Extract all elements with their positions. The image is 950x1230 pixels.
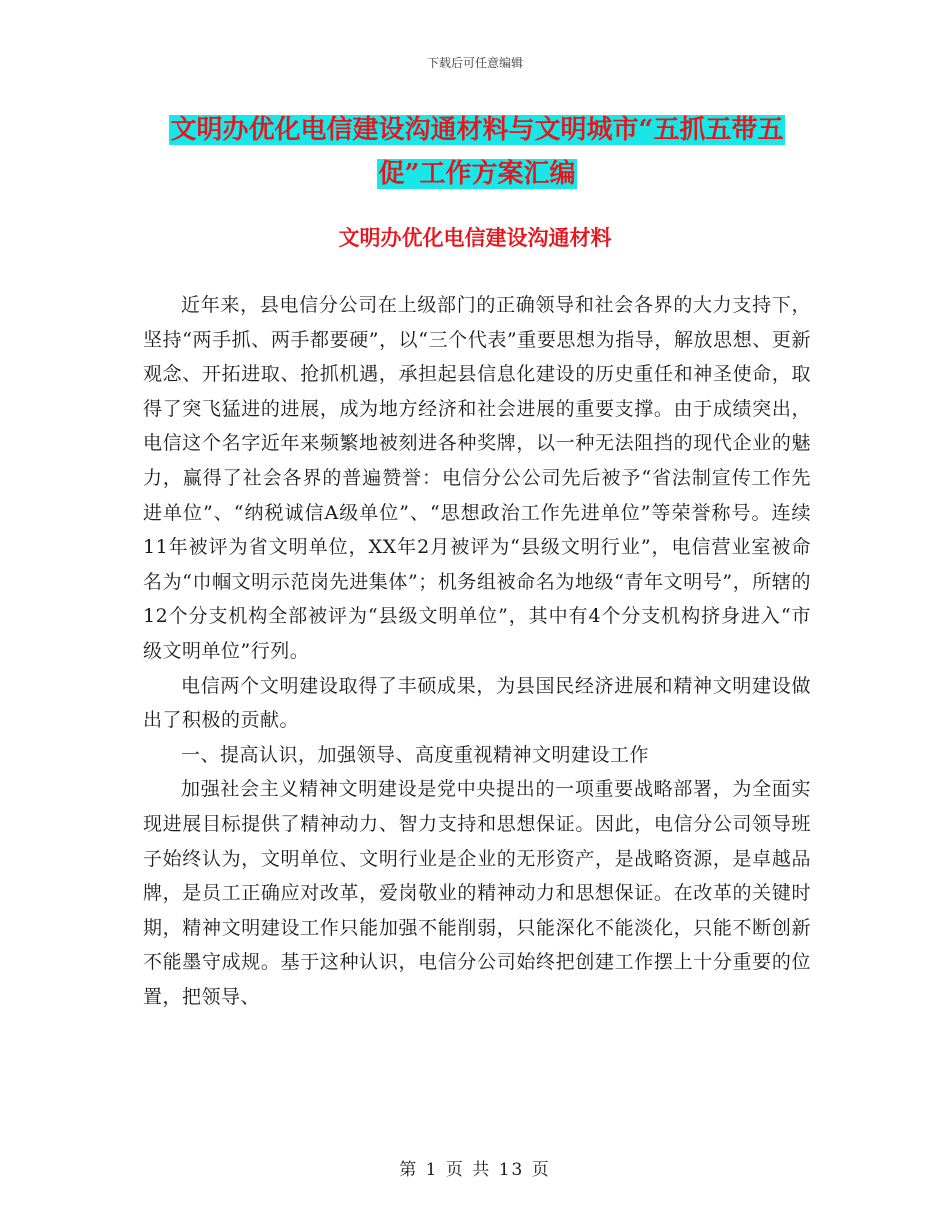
section-heading: 一、提高认识，加强领导、高度重视精神文明建设工作 <box>181 743 650 766</box>
paragraph: 加强社会主义精神文明建设是党中央提出的一项重要战略部署，为全面实现进展目标提供了精神动力、智力支持和思想保证。因此，电信分公司领导班子始终认为，文明单位、文明行业是企业的无形资产，是战略资源，是卓越品牌，是员工正确应对改革，爱岗敬业的精神动力和思想保证。在改革的关键时期，精神文明建设工作只能加强不能削弱，只能深化不能淡化，只能不断创新不能墨守成规。基于这种认识，电信分公司始终把创建工作摆上十分重要的位置，把领导、 <box>143 778 811 1008</box>
section-title: 文明办优化电信建设沟通材料 <box>338 225 612 250</box>
paragraph: 电信两个文明建设取得了丰硕成果，为县国民经济进展和精神文明建设做出了积极的贡献。 <box>143 674 811 732</box>
paragraph: 近年来，县电信分公司在上级部门的正确领导和社会各界的大力支持下，坚持“两手抓、两手都要硬”，以“三个代表”重要思想为指导，解放思想、更新观念、开拓进取、抢抓机遇，承担起县信息化建设的历史重任和神圣使命，取得了突飞猛进的进展，成为地方经济和社会进展的重要支撑。由于成绩突出，电信这个名字近年来频繁地被刻进各种奖牌，以一种无法阻挡的现代企业的魅力，赢得了社会各界的普遍赞誉：电信分公公司先后被予“省法制宣传工作先进单位”、“纳税诚信A级单位”、“思想政治工作先进单位”等荣誉称号。连续11年被评为省文明单位，XX年2月被评为“县级文明行业”，电信营业室被命名为“巾帼文明示范岗先进集体”；机务组被命名为地级“青年文明号”，所辖的12个分支机构全部被评为“县级文明单位”，其中有4个分支机构挤身进入“市级文明单位”行列。 <box>143 294 811 662</box>
page-header-note: 下载后可任意编辑 <box>426 56 523 70</box>
document-title-text: 文明办优化电信建设沟通材料与文明城市“五抓五带五促”工作方案汇编 <box>170 115 784 189</box>
document-title <box>142 108 812 196</box>
document-body <box>143 288 811 1014</box>
page-footer: 第 1 页 共 13 页 <box>399 1160 551 1180</box>
